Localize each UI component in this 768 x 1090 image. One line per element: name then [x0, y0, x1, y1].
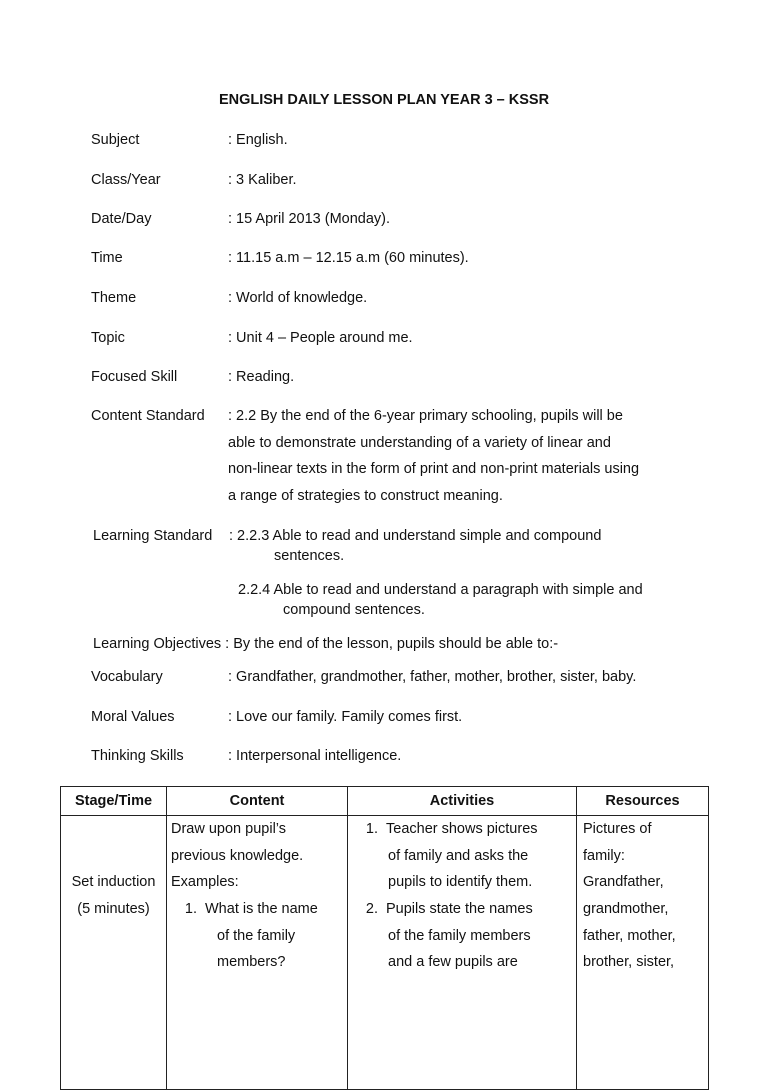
content-line: previous knowledge.: [171, 847, 304, 864]
header-stage-time: Stage/Time: [61, 787, 167, 816]
class-year-value: : 3 Kaliber.: [228, 172, 297, 188]
subject-value: : English.: [228, 132, 288, 148]
stage-cell: [61, 816, 167, 1090]
theme-value: : World of knowledge.: [228, 290, 368, 306]
thinking-skills-value: : Interpersonal intelligence.: [228, 748, 402, 764]
activities-line: pupils to identify them.: [388, 874, 533, 891]
learning-standard-item2-line: compound sentences.: [283, 602, 425, 618]
focused-skill-label: Focused Skill: [91, 369, 178, 385]
moral-values-value: : Love our family. Family comes first.: [228, 709, 463, 725]
list-number: 2.: [365, 901, 378, 918]
vocabulary-value: : Grandfather, grandmother, father, mother, brother, sister, baby.: [228, 669, 637, 685]
learning-standard-item1-line: : 2.2.3 Able to read and understand simple and compound: [229, 528, 602, 544]
activities-list-item: [352, 896, 576, 923]
resources-line: Pictures of: [583, 821, 652, 837]
resources-line: grandmother,: [583, 901, 669, 918]
focused-skill-value: : Reading.: [228, 369, 295, 385]
moral-values-label: Moral Values: [91, 709, 175, 725]
content-line: members?: [217, 954, 286, 971]
learning-standard-item1-line: sentences.: [274, 548, 345, 564]
content-standard-line: able to demonstrate understanding of a variety of linear and: [228, 435, 611, 451]
content-standard-label: Content Standard: [91, 408, 205, 424]
resources-cell: [577, 816, 709, 1090]
table-row: [61, 816, 709, 1090]
stage-line: Set induction: [71, 874, 156, 890]
learning-standard-item2-line: 2.2.4 Able to read and understand a paragraph with simple and: [238, 582, 643, 598]
header-activities: Activities: [348, 787, 577, 816]
list-text: Pupils state the names: [386, 901, 533, 918]
resources-line: family:: [583, 847, 625, 864]
content-line: Examples:: [171, 874, 239, 891]
content-cell: [167, 816, 348, 1090]
date-day-label: Date/Day: [91, 211, 152, 227]
time-label: Time: [91, 250, 123, 266]
content-line: Draw upon pupil’s: [171, 821, 286, 837]
page-title: ENGLISH DAILY LESSON PLAN YEAR 3 – KSSR: [218, 92, 550, 108]
vocabulary-label: Vocabulary: [91, 669, 163, 685]
class-year-label: Class/Year: [91, 172, 161, 188]
date-day-value: : 15 April 2013 (Monday).: [228, 211, 391, 227]
activities-line: of the family members: [388, 927, 531, 944]
content-line: of the family: [217, 927, 296, 944]
list-number: 1.: [184, 901, 197, 918]
activities-list-item: [352, 816, 576, 843]
lesson-table: [60, 786, 709, 1090]
time-value: : 11.15 a.m – 12.15 a.m (60 minutes).: [228, 250, 469, 266]
list-text: Teacher shows pictures: [386, 821, 538, 837]
content-standard-line: : 2.2 By the end of the 6-year primary schooling, pupils will be: [228, 408, 623, 424]
list-number: 1.: [365, 821, 378, 837]
content-standard-line: a range of strategies to construct meaning.: [228, 488, 503, 504]
subject-label: Subject: [91, 132, 140, 148]
learning-standard-label: Learning Standard: [93, 528, 213, 544]
list-text: What is the name: [205, 901, 318, 918]
activities-line: of family and asks the: [388, 847, 529, 864]
content-standard-line: non-linear texts in the form of print and non-print materials using: [228, 461, 640, 477]
header-content: Content: [167, 787, 348, 816]
header-resources: Resources: [577, 787, 709, 816]
resources-line: Grandfather,: [583, 874, 664, 891]
topic-value: : Unit 4 – People around me.: [228, 330, 413, 346]
content-list-item: [171, 896, 347, 923]
topic-label: Topic: [91, 330, 125, 346]
resources-line: brother, sister,: [583, 954, 675, 971]
learning-objectives: Learning Objectives : By the end of the lesson, pupils should be able to:-: [93, 636, 559, 652]
table-header-row: [61, 787, 709, 816]
activities-cell: [348, 816, 577, 1090]
activities-line: and a few pupils are: [388, 954, 518, 971]
resources-line: father, mother,: [583, 927, 676, 944]
stage-line: (5 minutes): [77, 900, 150, 917]
thinking-skills-label: Thinking Skills: [91, 748, 184, 764]
theme-label: Theme: [91, 290, 137, 306]
